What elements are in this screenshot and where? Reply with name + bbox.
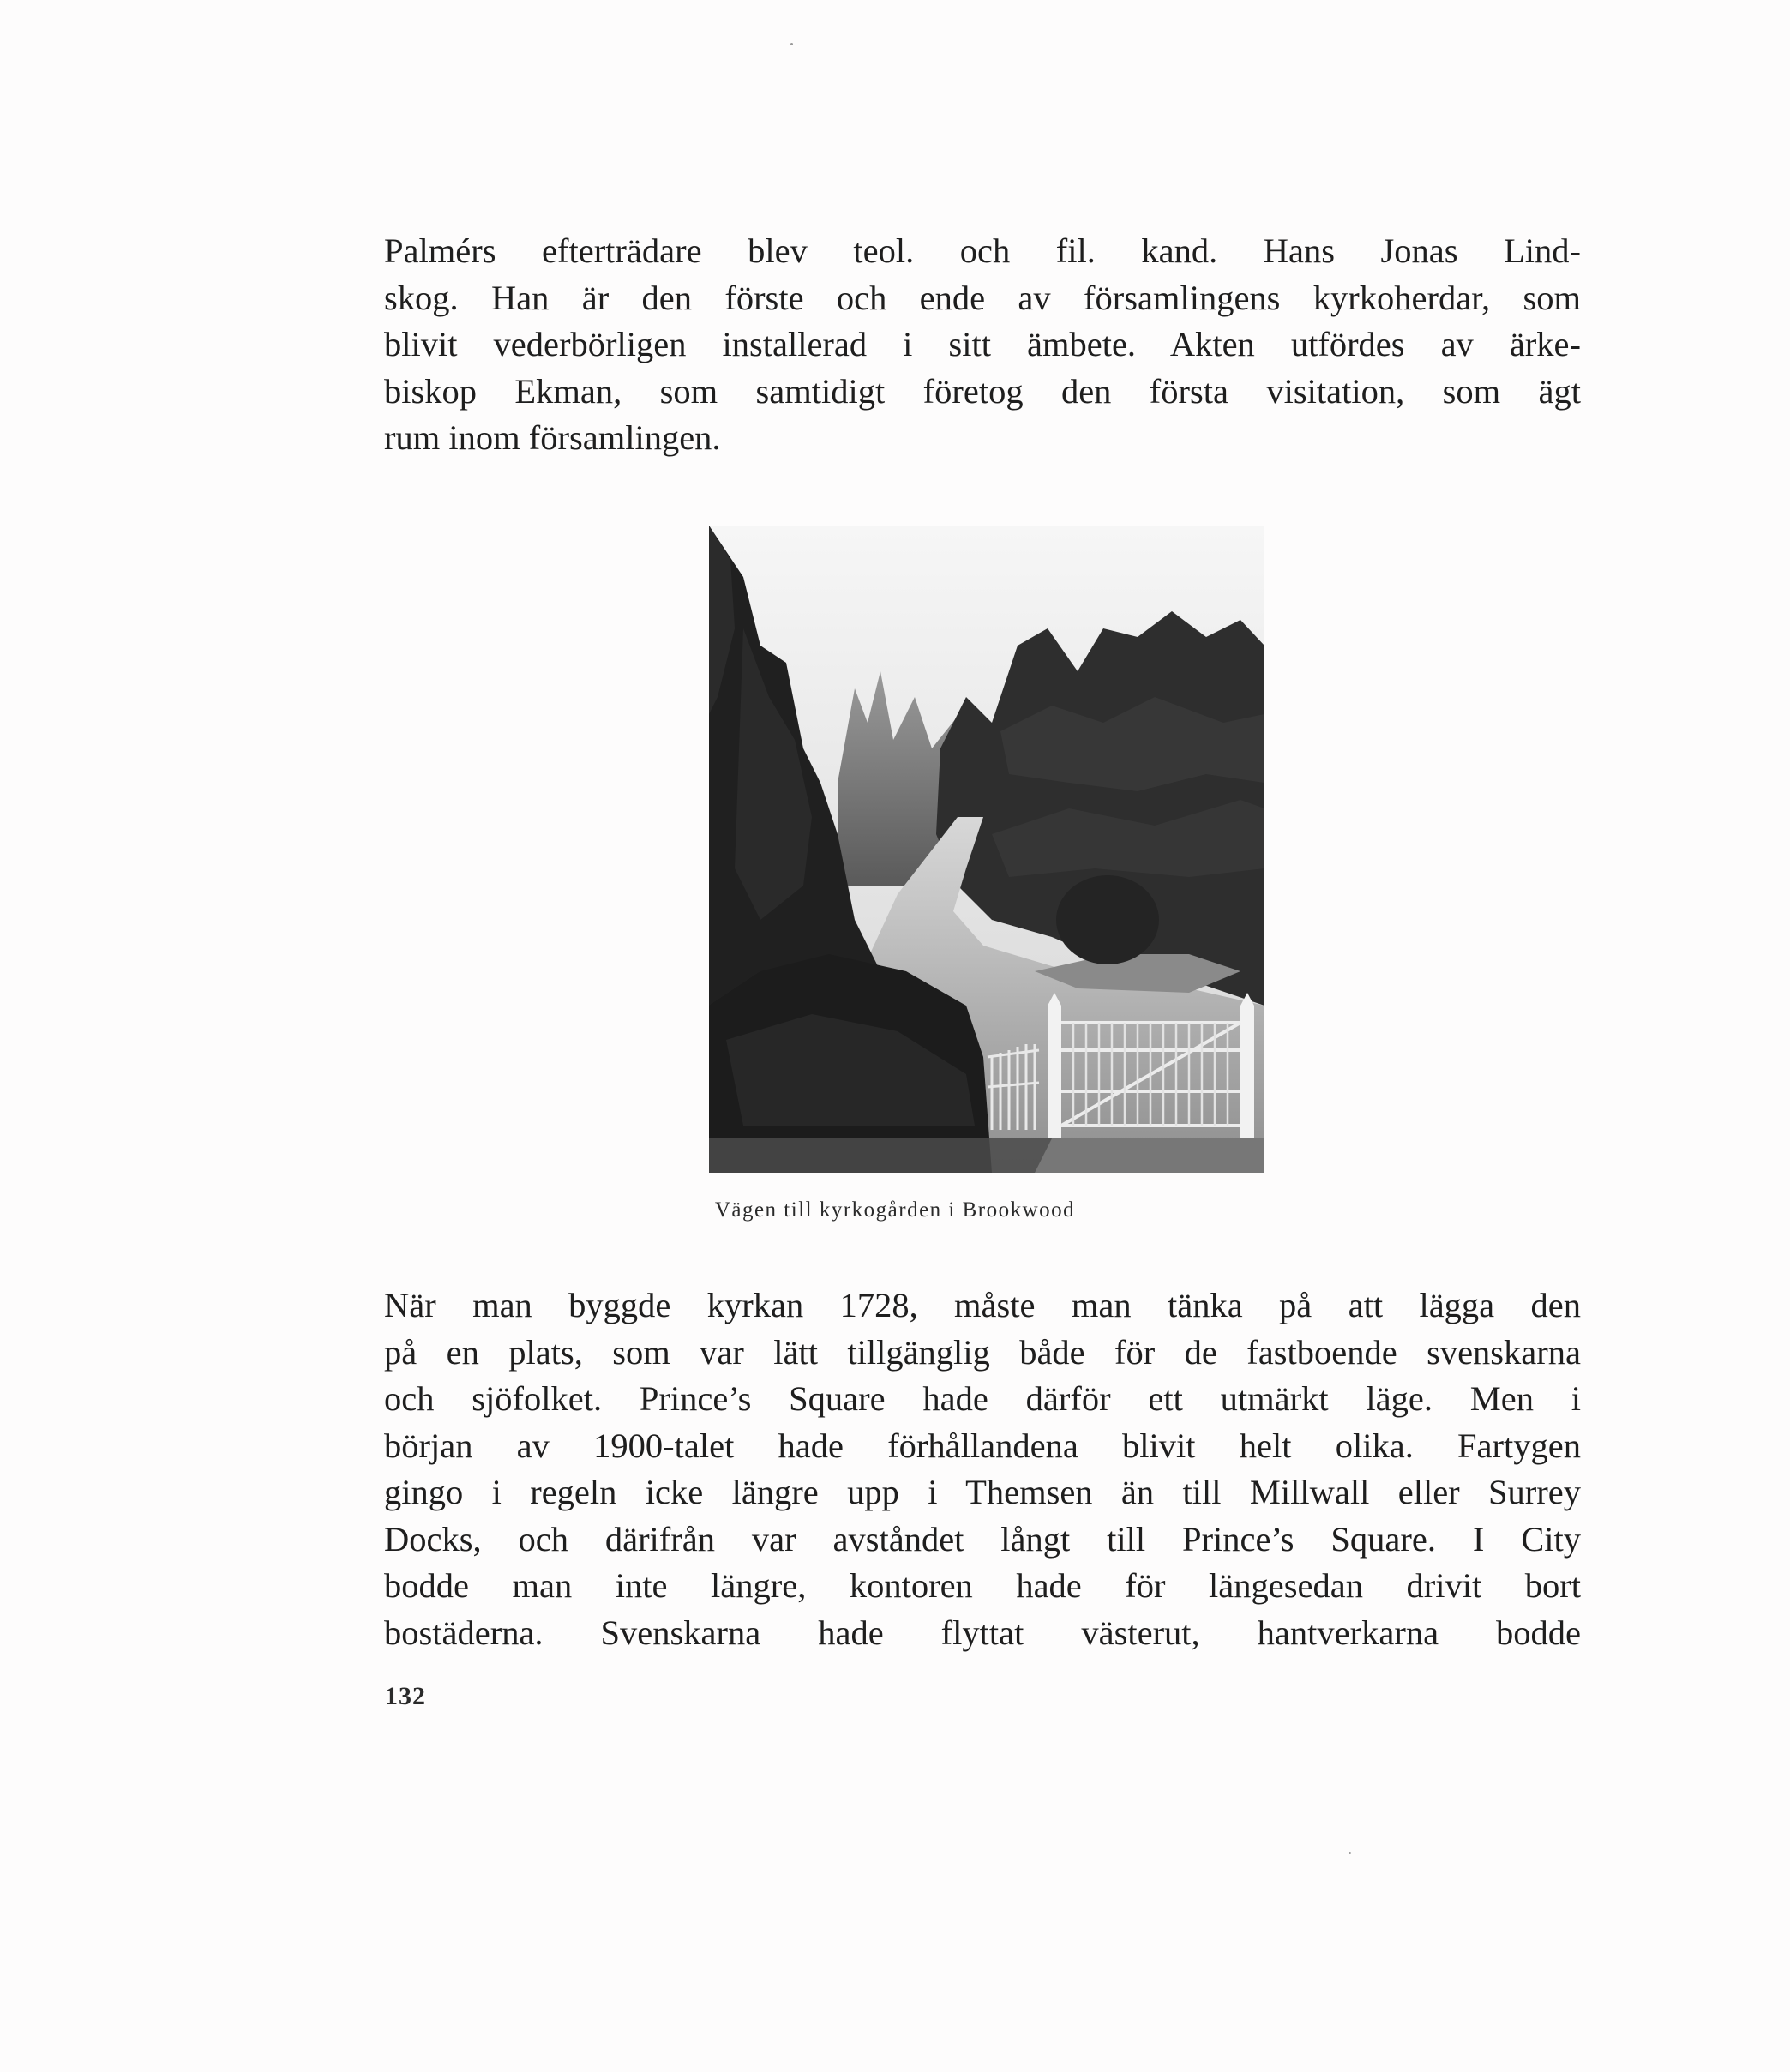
paper-speck — [790, 43, 793, 45]
text-line: bostäderna. Svenskarna hade flyttat västerut, hantverkarna bodde — [384, 1613, 1581, 1652]
text-line: skog. Han är den förste och ende av församlingens kyrkoherdar, som — [384, 278, 1581, 317]
text-line: början av 1900-talet hade förhållandena blivit helt olika. Fartygen — [384, 1426, 1581, 1465]
page-number: 132 — [385, 1682, 426, 1710]
paper-speck — [1349, 1852, 1351, 1854]
paragraph-2 — [384, 1282, 1581, 1656]
text-line: gingo i regeln icke längre upp i Themsen än till Millwall eller Surrey — [384, 1473, 1581, 1511]
text-line: Palmérs efterträdare blev teol. och fil. kand. Hans Jonas Lind- — [384, 231, 1581, 270]
text-line: och sjöfolket. Prince’s Square hade därför ett utmärkt läge. Men i — [384, 1379, 1581, 1418]
text-line: Docks, och därifrån var avståndet långt till Prince’s Square. I City — [384, 1519, 1581, 1559]
photograph — [709, 526, 1264, 1173]
photo-cemetery-road-with-gate — [709, 526, 1264, 1173]
text-line: rum inom församlingen. — [384, 418, 721, 457]
text-line: på en plats, som var lätt tillgänglig både för de fastboende svenskarna — [384, 1332, 1581, 1372]
figure-caption: Vägen till kyrkogården i Brookwood — [714, 1198, 1076, 1222]
text-line: bodde man inte längre, kontoren hade för längesedan drivit bort — [384, 1566, 1581, 1605]
paragraph-1 — [384, 228, 1581, 462]
text-line: biskop Ekman, som samtidigt företog den första visitation, som ägt — [384, 371, 1581, 411]
text-line: När man byggde kyrkan 1728, måste man tänka på att lägga den — [384, 1286, 1581, 1324]
text-line: blivit vederbörligen installerad i sitt ämbete. Akten utfördes av ärke- — [384, 325, 1581, 363]
